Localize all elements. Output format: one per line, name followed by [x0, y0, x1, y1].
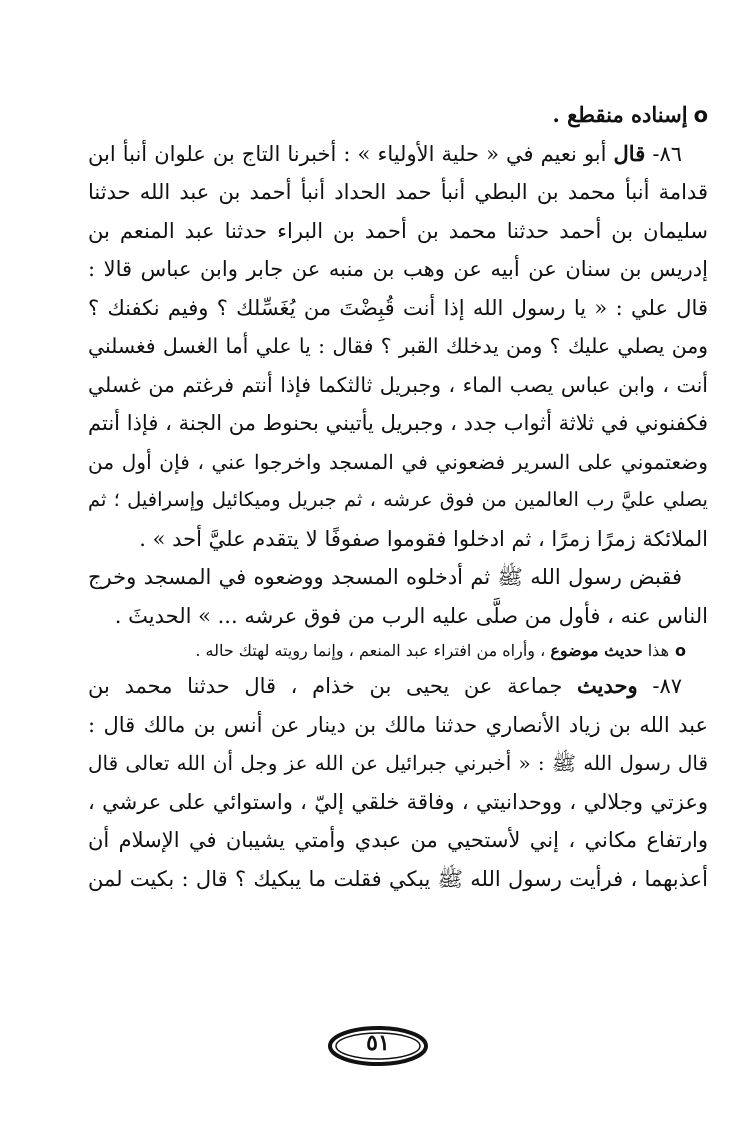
bullet-icon: o	[675, 641, 686, 660]
text-line-12: الملائكة زمرًا زمرًا ، ثم ادخلوا فقوموا صفوفًا لا يتقدم عليَّ أحد » .	[139, 526, 708, 551]
text-line-20: وارتفاع مكاني ، إني لأستحيي من عبدي وأمتي يشيبان في الإسلام أن	[88, 828, 708, 852]
text-line-11: يصلي عليَّ رب العالمين من فوق عرشه ، ثم جبريل وميكائيل وإسرافيل ؛ ثم	[88, 488, 708, 511]
text-line-4: سليمان بن أحمد حدثنا محمد بن أحمد بن البراء حدثنا عبد المنعم بن	[88, 218, 708, 243]
hadith-86-heading-line	[88, 135, 708, 174]
line-text: جماعة عن يحيى بن خذام ، قال حدثنا محمد بن	[88, 674, 563, 698]
note-text: ، وأراه من افتراء عبد المنعم ، وإنما رويته لهتك حاله .	[195, 641, 546, 660]
line-text: إسناده منقطع .	[552, 102, 688, 127]
text-line-9: فكفنوني في ثلاثة أثواب جدد ، وجبريل يأتيني بحنوط من الجنة ، فإذا أنتم	[88, 411, 708, 435]
text-line-5: إدريس بن سنان عن أبيه عن وهب بن منبه عن جابر وابن عباس قالا :	[88, 257, 708, 281]
text-line-3: قدامة أنبأ محمد بن البطي أنبأ حمد الحداد أنبأ أحمد بن عبد الله حدثنا	[88, 180, 708, 204]
page-number-badge	[326, 1024, 430, 1068]
text-line-19: وعزتي وجلالي ، ووحدانيتي ، وفاقة خلقي إليّ ، واستوائي على عرشي ،	[88, 789, 708, 814]
text-line-17: عبد الله بن زياد الأنصاري حدثنا مالك بن دينار عن أنس بن مالك قال :	[88, 712, 708, 737]
text-line-6: قال علي : « يا رسول الله إذا أنت قُبِضْتَ من يُغَسِّلك ؟ وفيم نكفنك ؟	[88, 295, 708, 320]
text-line-1	[88, 96, 708, 135]
text-line-14: الناس عنه ، فأول من صلَّى عليه الرب من فوق عرشه ... » الحديثَ .	[114, 603, 708, 628]
note-bold-text: حديث موضوع	[550, 641, 643, 660]
text-line-7: ومن يصلي عليك ؟ ومن يدخلك القبر ؟ فقال : يا علي أما الغسل فغسلني	[88, 334, 708, 358]
text-line-10: وضعتموني على السرير فضعوني في المسجد واخرجوا عني ، فإن أول من	[88, 449, 708, 474]
bullet-icon: o	[693, 103, 708, 127]
text-line-21: أعذبهما ، فرأيت رسول الله ﷺ يبكي فقلت ما يبكيك ؟ قال : بكيت لمن	[88, 866, 708, 891]
note-prefix: هذا	[647, 641, 669, 660]
hadith-lead-word: قال	[613, 140, 646, 166]
text-line-13: فقبض رسول الله ﷺ ثم أدخلوه المسجد ووضعوه في المسجد وخرج	[88, 565, 682, 589]
hadith-number: ٨٧-	[652, 674, 682, 698]
footnote-line	[88, 635, 708, 667]
text-line-18: قال رسول الله ﷺ : « أخبرني جبرائيل عن الله عز وجل أن الله تعالى قال	[88, 751, 708, 775]
text-line-8: أنت ، وابن عباس يصب الماء ، وجبريل ثالثكما فإذا أنتم فرغتم من غسلي	[88, 372, 708, 397]
hadith-lead-word: وحديث	[577, 673, 638, 698]
book-page-text	[88, 96, 708, 898]
line-text: أبو نعيم في « حلية الأولياء » : أخبرنا التاج بن علوان أنبأ ابن	[88, 141, 607, 166]
hadith-number: ٨٦-	[652, 141, 682, 166]
page-number: ٥١	[366, 1030, 390, 1056]
hadith-87-heading-line	[88, 667, 708, 706]
